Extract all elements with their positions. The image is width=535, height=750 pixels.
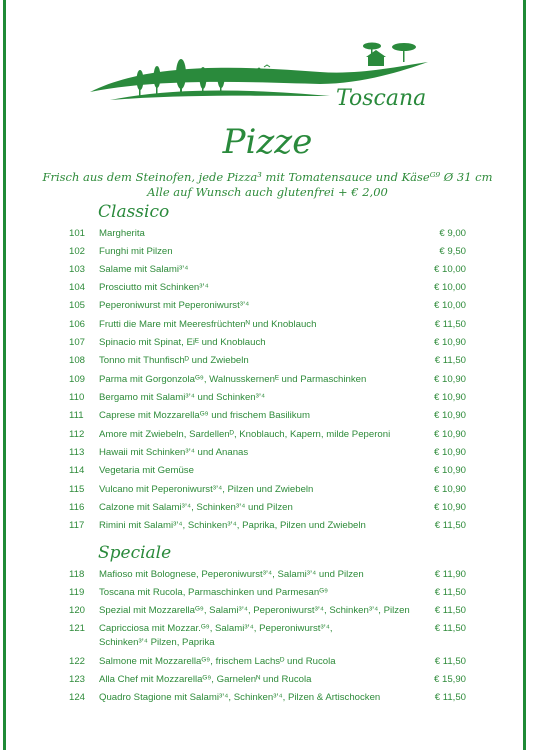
item-number: 117: [69, 520, 85, 531]
item-price: € 10,90: [433, 429, 466, 440]
item-price: € 10,90: [433, 484, 466, 495]
item-name: Alla Chef mit Mozzarellaᴳ⁹, Garnelenᴺ und Rucola: [99, 674, 312, 685]
item-price: € 11,50: [434, 692, 466, 703]
item-price: € 9,00: [439, 228, 466, 239]
item-price: € 10,90: [433, 502, 466, 513]
item-number: 110: [69, 392, 85, 403]
item-price: € 10,00: [433, 264, 466, 275]
item-name: Salmone mit Mozzarellaᴳ⁹, frischem Lachsᴰ und Rucola: [99, 656, 336, 667]
subtitle-line-1: Frisch aus dem Steinofen, jede Pizza³ mit Tomatensauce und Käseᴳ⁹ Ø 31 cm: [42, 170, 493, 184]
item-name: Prosciutto mit Schinken³’⁴: [99, 282, 209, 293]
item-name: Bergamo mit Salami³’⁴ und Schinken³’⁴: [99, 392, 266, 403]
item-price: € 15,90: [433, 674, 466, 685]
item-number: 102: [69, 246, 86, 257]
item-number: 106: [69, 319, 86, 330]
item-name: Hawaii mit Schinken³’⁴ und Ananas: [99, 447, 249, 458]
item-name: Quadro Stagione mit Salami³’⁴, Schinken³’⁴, Pilzen & Artischocken: [99, 692, 381, 703]
item-price: € 11,50: [434, 605, 466, 616]
item-number: 115: [69, 484, 85, 495]
item-price: € 11,90: [434, 569, 466, 580]
item-price: € 11,50: [434, 587, 466, 598]
brand-name: Toscana: [336, 86, 427, 111]
item-name: Tonno mit Thunfischᴰ und Zwiebeln: [99, 355, 249, 366]
item-number: 105: [69, 300, 86, 311]
item-number: 116: [69, 502, 85, 513]
item-number: 113: [69, 447, 85, 458]
item-price: € 10,90: [433, 337, 466, 348]
item-number: 118: [69, 569, 85, 580]
item-name: Parma mit Gorgonzolaᴳ⁹, Walnusskernenᴱ und Parmaschinken: [99, 374, 367, 385]
item-number: 101: [69, 228, 86, 239]
item-price: € 9,50: [439, 246, 466, 257]
subtitle-line-2: Alle auf Wunsch auch glutenfrei + € 2,00: [147, 185, 388, 199]
item-price: € 10,90: [433, 465, 466, 476]
item-number: 123: [69, 674, 86, 685]
item-number: 109: [69, 374, 86, 385]
item-price: € 11,50: [434, 520, 466, 531]
section-title-classico: Classico: [98, 202, 170, 222]
item-price: € 11,50: [434, 623, 466, 634]
item-name: Caprese mit Mozzarellaᴳ⁹ und frischem Basilikum: [99, 410, 310, 421]
item-name: Mafioso mit Bolognese, Peperoniwurst³’⁴, Salami³’⁴ und Pilzen: [99, 569, 364, 580]
item-name: Salame mit Salami³’⁴: [99, 264, 189, 275]
item-number: 108: [69, 355, 86, 366]
item-name: Frutti die Mare mit Meeresfrüchtenᴺ und Knoblauch: [99, 319, 317, 330]
item-name-line-2: Schinken³’⁴ Pilzen, Paprika: [99, 637, 215, 648]
item-name: Spinacio mit Spinat, Eiᴱ und Knoblauch: [99, 337, 266, 348]
item-number: 111: [69, 410, 84, 421]
item-price: € 11,50: [434, 355, 466, 366]
item-number: 103: [69, 264, 86, 275]
item-number: 124: [69, 692, 86, 703]
item-name: Rimini mit Salami³’⁴, Schinken³’⁴, Paprika, Pilzen und Zwiebeln: [99, 520, 366, 531]
item-price: € 10,90: [433, 374, 466, 385]
item-number: 122: [69, 656, 86, 667]
section-title-speciale: Speciale: [98, 543, 172, 563]
tuscan-landscape-logo: [0, 0, 535, 120]
item-number: 120: [69, 605, 86, 616]
item-number: 114: [69, 465, 85, 476]
item-number: 121: [69, 623, 86, 634]
item-name: Vegetaria mit Gemüse: [99, 465, 194, 476]
item-name: Peperoniwurst mit Peperoniwurst³’⁴: [99, 300, 250, 311]
item-price: € 10,00: [433, 282, 466, 293]
item-price: € 10,90: [433, 392, 466, 403]
item-name: Spezial mit Mozzarellaᴳ⁹, Salami³’⁴, Peperoniwurst³’⁴, Schinken³’⁴, Pilzen: [99, 605, 410, 616]
item-price: € 10,90: [433, 447, 466, 458]
item-name: Amore mit Zwiebeln, Sardellenᴰ, Knoblauch, Kapern, milde Peperoni: [99, 429, 391, 440]
item-name: Calzone mit Salami³’⁴, Schinken³’⁴ und Pilzen: [99, 502, 293, 513]
item-number: 107: [69, 337, 86, 348]
item-name: Margherita: [99, 228, 145, 239]
item-price: € 11,50: [434, 319, 466, 330]
item-price: € 10,90: [433, 410, 466, 421]
item-number: 104: [69, 282, 86, 293]
item-price: € 10,00: [433, 300, 466, 311]
item-price: € 11,50: [434, 656, 466, 667]
item-number: 119: [69, 587, 85, 598]
page-title: Pizze: [222, 122, 313, 162]
item-number: 112: [69, 429, 85, 440]
item-name: Vulcano mit Peperoniwurst³’⁴, Pilzen und Zwiebeln: [99, 484, 314, 495]
item-name: Funghi mit Pilzen: [99, 246, 173, 257]
item-name: Toscana mit Rucola, Parmaschinken und Parmesanᴳ⁹: [99, 587, 329, 598]
item-name: Capricciosa mit Mozzar.ᴳ⁹, Salami³’⁴, Peperoniwurst³’⁴,: [99, 623, 333, 634]
